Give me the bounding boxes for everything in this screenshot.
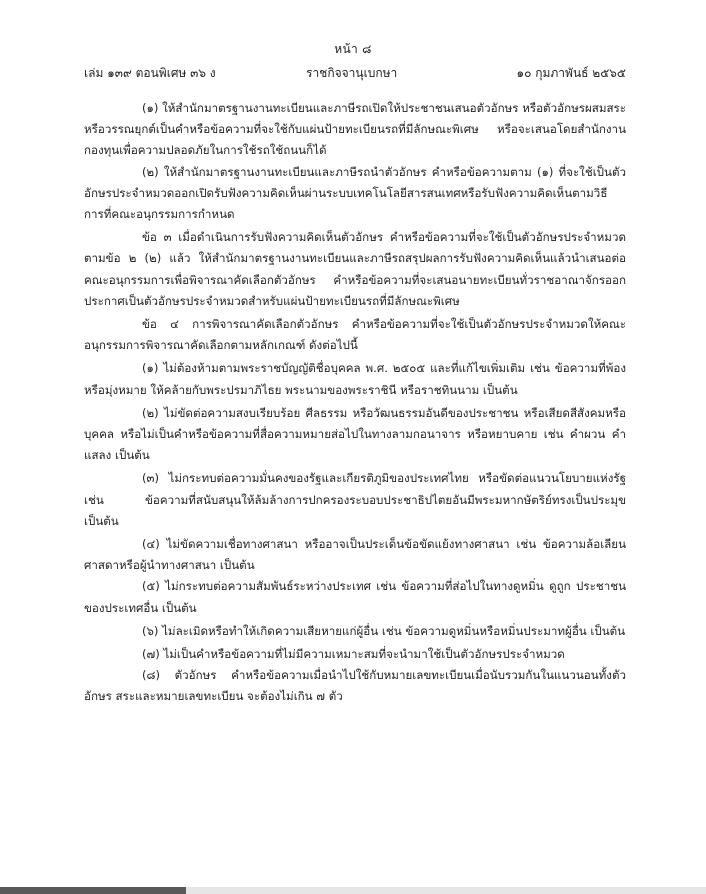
paragraph-1-2: (๒) ให้สำนักมาตรฐานงานทะเบียนและภาษีรถนำตัวอักษร คำหรือข้อความตาม (๑) ที่จะใช้เป็นตัวอักษรประจำหมวดออกเปิดรับฟังความคิดเห็นผ่านระบบเทคโนโลยีสารสนเทศหรือรับฟังความคิดเห็นตามวิธีการที่คณะอนุกรรมการกำหนด (84, 164, 626, 222)
criterion-3: (๓) ไม่กระทบต่อความมั่นคงของรัฐและเกียรติภูมิของประเทศไทย หรือขัดต่อแนวนโยบายแห่งรัฐ เช่น ข้อความที่สนับสนุนให้ล้มล้างการปกครองระบอบประชาธิปไตยอันมีพระมหากษัตริย์ทรงเป็นประมุข เป็นต้น (84, 471, 626, 528)
publication-date: ๑๐ กุมภาพันธ์ ๒๕๖๕ (516, 66, 626, 80)
paragraph-clause-3: ข้อ ๓ เมื่อดำเนินการรับฟังความคิดเห็นตัวอักษร คำหรือข้อความที่จะใช้เป็นตัวอักษรประจำหมวดตามข้อ ๒ (๒) แล้ว ให้สำนักมาตรฐานงานทะเบียนและภาษีรถสรุปผลการรับฟังความคิดเห็นแล้วนำเสนอต่อคณะอนุกรรมการเพื่อพิจารณาคัดเลือกตัวอักษร คำหรือข้อความที่จะเสนอนายทะเบียนทั่วราชอาณาจักรออกประกาศเป็นตัวอักษรประจำหมวดสำหรับแผ่นป้ายทะเบียนรถที่มีลักษณะพิเศษ (84, 230, 626, 308)
publication-name: ราชกิจจานุเบกษา (306, 66, 398, 80)
criterion-7: (๗) ไม่เป็นคำหรือข้อความที่ไม่มีความเหมาะสมที่จะนำมาใช้เป็นตัวอักษรประจำหมวด (142, 647, 565, 662)
criterion-6: (๖) ไม่ละเมิดหรือทำให้เกิดความเสียหายแก่ผู้อื่น เช่น ข้อความดูหมิ่นหรือหมิ่นประมาทผู้อื่น เป็นต้น (142, 623, 626, 638)
criterion-4: (๔) ไม่ขัดความเชื่อทางศาสนา หรืออาจเป็นประเด็นข้อขัดแย้งทางศาสนา เช่น ข้อความล้อเลียนศาสดาหรือผู้นำทางศาสนา เป็นต้น (84, 537, 626, 573)
scroll-thumb[interactable] (0, 887, 186, 894)
document-body (84, 98, 626, 708)
volume-issue: เล่ม ๑๓๙ ตอนพิเศษ ๓๖ ง (84, 66, 216, 80)
criterion-1: (๑) ไม่ต้องห้ามตามพระราชบัญญัติชื่อบุคคล พ.ศ. ๒๕๐๕ และที่แก้ไขเพิ่มเติม เช่น ข้อความที่พ้องหรือมุ่งหมาย ให้คล้ายกับพระปรมาภิไธย พระนามของพระราชินี หรือราชทินนาม เป็นต้น (84, 361, 626, 397)
page-number: หน้า ๘ (334, 42, 372, 56)
criterion-8: (๘) ตัวอักษร คำหรือข้อความเมื่อนำไปใช้กับหมายเลขทะเบียนเมื่อนับรวมกันในแนวนอนทั้งตัวอักษร สระและหมายเลขทะเบียน จะต้องไม่เกิน ๗ ตัว (84, 668, 626, 704)
paragraph-clause-4: ข้อ ๔ การพิจารณาคัดเลือกตัวอักษร คำหรือข้อความที่จะใช้เป็นตัวอักษรประจำหมวดให้คณะอนุกรรมการพิจารณาคัดเลือกตามหลักเกณฑ์ ดังต่อไปนี้ (84, 317, 626, 353)
criterion-2: (๒) ไม่ขัดต่อความสงบเรียบร้อย ศีลธรรม หรือวัฒนธรรมอันดีของประชาชน หรือเสียดสีสังคมหรือบุคคล หรือไม่เป็นคำหรือข้อความที่สื่อความหมายส่อไปในทางลามกอนาจาร หรือหยาบคาย เช่น คำผวน คำแสลง เป็นต้น (84, 405, 626, 463)
criterion-5: (๕) ไม่กระทบต่อความสัมพันธ์ระหว่างประเทศ เช่น ข้อความที่ส่อไปในทางดูหมิ่น ดูถูก ประชาชนของประเทศอื่น เป็นต้น (84, 579, 626, 615)
paragraph-1-1: (๑) ให้สำนักมาตรฐานงานทะเบียนและภาษีรถเปิดให้ประชาชนเสนอตัวอักษร หรือตัวอักษรผสมสระหรือวรรณยุกต์เป็นคำหรือข้อความที่จะใช้กับแผ่นป้ายทะเบียนรถที่มีลักษณะพิเศษ หรือจะเสนอโดยสำนักงานกองทุนเพื่อความปลอดภัยในการใช้รถใช้ถนนก็ได้ (84, 101, 626, 158)
gazette-header (84, 64, 626, 82)
